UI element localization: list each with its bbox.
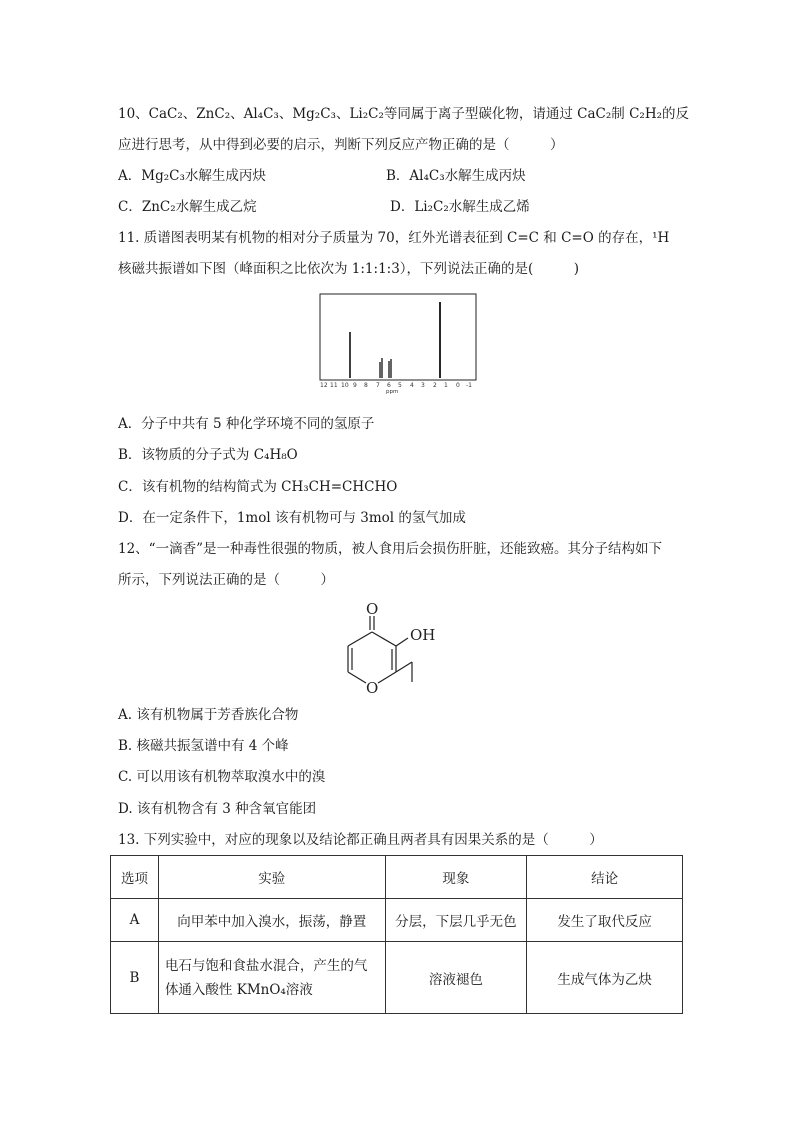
q12-stem-line1: 12、“一滴香”是一种毒性很强的物质，被人食用后会损伤肝脏，还能致癌。其分子结构如下 [118, 541, 662, 557]
nmr-tick: 0 [456, 382, 460, 389]
nmr-tick: 7 [376, 382, 380, 389]
table-row [111, 942, 683, 1014]
molecule-bonds [348, 616, 412, 683]
nmr-tick: 5 [398, 382, 402, 389]
nmr-spectrum [316, 292, 480, 394]
nmr-tick: 3 [421, 382, 425, 389]
q12-option-c: C. 可以用该有机物萃取溴水中的溴 [118, 769, 326, 785]
experiment-table [110, 855, 683, 1014]
header-phenomenon: 现象 [385, 856, 527, 899]
carbonyl-o-label: O [366, 600, 379, 618]
q10-stem-line2: 应进行思考，从中得到必要的启示，判断下列反应产物正确的是（ ） [118, 137, 564, 153]
header-option: 选项 [111, 856, 159, 899]
nmr-tick: 10 [341, 382, 349, 389]
nmr-frame [320, 294, 476, 380]
row-b-experiment [158, 942, 385, 1014]
q12-option-a: A. 该有机物属于芳香族化合物 [118, 707, 299, 723]
q11-option-b: B．该物质的分子式为 C₄H₈O [118, 447, 298, 463]
row-a-experiment: 向甲苯中加入溴水，振荡，静置 [158, 899, 385, 942]
q11-option-c: C．该有机物的结构简式为 CH₃CH=CHCHO [118, 479, 398, 495]
header-experiment: 实验 [158, 856, 385, 899]
q10-stem-line1: 10、CaC₂、ZnC₂、Al₄C₃、Mg₂C₃、Li₂C₂等同属于离子型碳化物，请通过 CaC₂制 C₂H₂的反 [118, 106, 690, 122]
q11-option-a: A．分子中共有 5 种化学环境不同的氢原子 [118, 416, 375, 432]
nmr-axis-unit: ppm [386, 389, 399, 394]
q10-option-d: D．Li₂C₂水解生成乙烯 [390, 199, 530, 215]
row-b-experiment-line1: 电石与饱和食盐水混合，产生的气 [164, 957, 368, 974]
nmr-tick: 2 [433, 382, 437, 389]
bond-c2-o1 [378, 672, 396, 683]
row-b-phenomenon: 溶液褪色 [385, 942, 527, 1014]
nmr-x-axis-ticks [320, 382, 472, 394]
table-header-row [111, 856, 683, 899]
ring-o-label: O [366, 679, 379, 696]
q10-option-a: A．Mg₂C₃水解生成丙炔 [118, 168, 266, 184]
header-conclusion: 结论 [527, 856, 683, 899]
molecule-structure [340, 600, 460, 696]
row-a-phenomenon: 分层，下层几乎无色 [385, 899, 527, 942]
bond-c4-c3 [372, 632, 396, 646]
table-row [111, 899, 683, 942]
q12-stem-line2: 所示，下列说法正确的是（ ） [118, 572, 334, 588]
hydroxyl-label: OH [410, 626, 436, 644]
bond-c3-oh [396, 638, 408, 646]
row-a-option: A [111, 899, 159, 942]
row-b-conclusion: 生成气体为乙炔 [527, 942, 683, 1014]
nmr-tick: 1 [444, 382, 448, 389]
q12-option-d: D. 该有机物含有 3 种含氧官能团 [118, 801, 317, 817]
nmr-tick: 12 [320, 382, 328, 389]
q10-option-b: B．Al₄C₃水解生成丙炔 [386, 168, 526, 184]
q10-option-c: C．ZnC₂水解生成乙烷 [118, 199, 257, 215]
nmr-tick: 9 [353, 382, 357, 389]
q11-option-d: D．在一定条件下，1mol 该有机物可与 3mol 的氢气加成 [118, 510, 466, 526]
bond-c2-ch3 [396, 662, 412, 672]
q11-stem-line2: 核磁共振谱如下图（峰面积之比依次为 1:1:1:3），下列说法正确的是( ) [118, 261, 580, 277]
nmr-tick: 8 [364, 382, 368, 389]
nmr-tick: -1 [466, 382, 472, 389]
q12-option-b: B. 核磁共振氢谱中有 4 个峰 [118, 738, 289, 754]
bond-o1-c6 [348, 672, 366, 683]
row-a-conclusion: 发生了取代反应 [527, 899, 683, 942]
nmr-tick: 11 [330, 382, 338, 389]
q11-stem-line1: 11. 质谱图表明某有机物的相对分子质量为 70，红外光谱表征到 C=C 和 C=O 的存在，¹H [118, 230, 670, 246]
nmr-tick: 6 [387, 382, 391, 389]
row-b-option: B [111, 942, 159, 1014]
row-b-experiment-line2: 体通入酸性 KMnO₄溶液 [164, 981, 313, 998]
nmr-tick: 4 [410, 382, 414, 389]
q13-stem: 13. 下列实验中，对应的现象以及结论都正确且两者具有因果关系的是（ ） [118, 832, 603, 848]
bond-c5-c4 [348, 632, 372, 646]
